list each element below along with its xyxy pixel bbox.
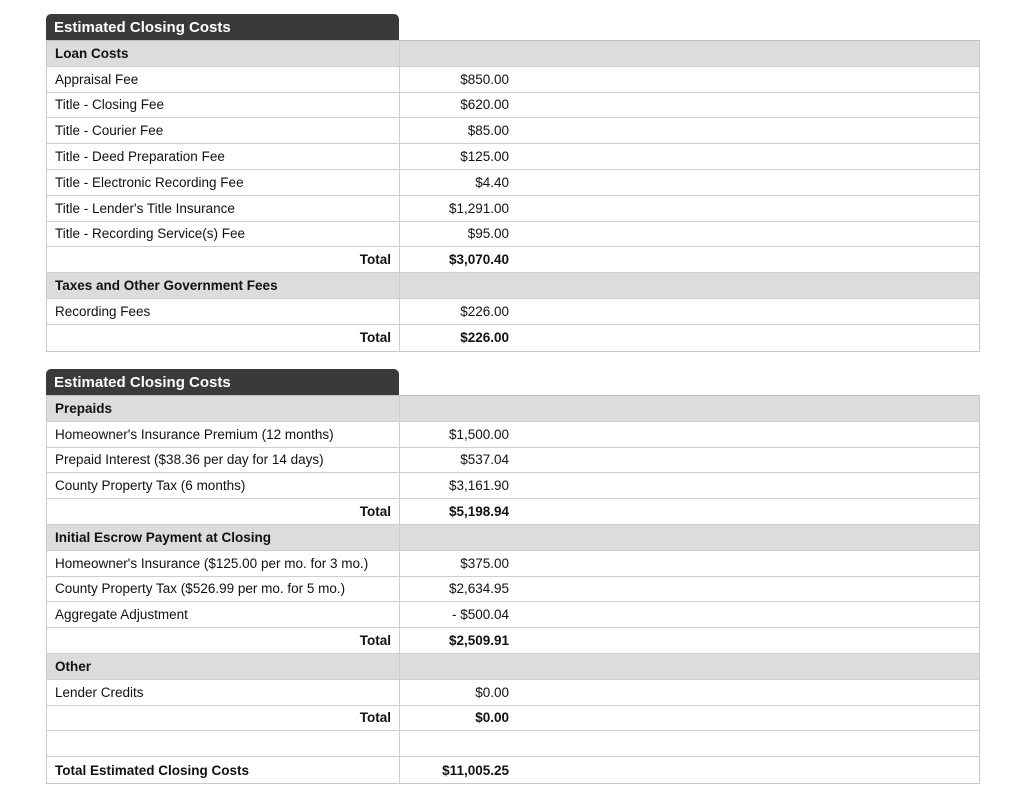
grand-total-row xyxy=(47,757,979,783)
line-item-amount: $620.00 xyxy=(460,97,509,113)
line-item-amount: $4.40 xyxy=(475,174,509,190)
line-item-amount: $95.00 xyxy=(467,226,509,242)
table-row xyxy=(47,93,979,119)
section-label: Loan Costs xyxy=(55,45,129,61)
line-item-label: Title - Closing Fee xyxy=(55,97,165,113)
line-item-amount: $0.00 xyxy=(475,684,509,700)
line-item-label: Prepaid Interest ($38.36 per day for 14 days) xyxy=(55,452,324,468)
costs-table xyxy=(46,40,980,352)
line-item-amount: $85.00 xyxy=(467,123,509,139)
line-item-amount: $226.00 xyxy=(460,303,509,319)
section-header-row xyxy=(47,525,979,551)
table-row xyxy=(47,118,979,144)
table-row xyxy=(47,144,979,170)
table-row xyxy=(47,67,979,93)
total-label: Total xyxy=(359,710,391,726)
total-row xyxy=(47,706,979,732)
total-amount: $5,198.94 xyxy=(448,504,509,520)
total-amount: $0.00 xyxy=(475,710,509,726)
table-row xyxy=(47,448,979,474)
total-row xyxy=(47,325,979,351)
section-label: Taxes and Other Government Fees xyxy=(55,278,278,294)
line-item-label: Title - Recording Service(s) Fee xyxy=(55,226,246,242)
line-item-amount: - $500.04 xyxy=(451,607,509,623)
section-header-row xyxy=(47,273,979,299)
section-label: Initial Escrow Payment at Closing xyxy=(55,529,272,545)
line-item-label: Appraisal Fee xyxy=(55,71,139,87)
line-item-label: Title - Deed Preparation Fee xyxy=(55,149,225,165)
total-label: Total xyxy=(359,633,391,649)
total-row xyxy=(47,628,979,654)
total-row xyxy=(47,499,979,525)
block-title: Estimated Closing Costs xyxy=(46,14,399,40)
closing-costs-block-2 xyxy=(46,369,980,784)
section-header-row xyxy=(47,654,979,680)
section-header-row xyxy=(47,396,979,422)
total-amount: $3,070.40 xyxy=(448,252,509,268)
line-item-label: Title - Electronic Recording Fee xyxy=(55,174,244,190)
table-row xyxy=(47,680,979,706)
line-item-amount: $125.00 xyxy=(460,149,509,165)
section-label: Prepaids xyxy=(55,400,113,416)
total-amount: $11,005.25 xyxy=(442,762,509,778)
blank-row xyxy=(47,731,979,757)
total-label: Total xyxy=(359,504,391,520)
table-row xyxy=(47,299,979,325)
line-item-label: Recording Fees xyxy=(55,303,151,319)
line-item-label: Homeowner's Insurance Premium (12 months) xyxy=(55,426,334,442)
line-item-label: Title - Lender's Title Insurance xyxy=(55,200,235,216)
line-item-label: Aggregate Adjustment xyxy=(55,607,188,623)
table-row xyxy=(47,577,979,603)
total-label: Total xyxy=(359,330,391,346)
line-item-amount: $537.04 xyxy=(460,452,509,468)
closing-costs-block-1 xyxy=(46,14,980,352)
line-item-label: Title - Courier Fee xyxy=(55,123,164,139)
total-label: Total xyxy=(359,252,391,268)
line-item-label: County Property Tax (6 months) xyxy=(55,478,246,494)
table-row xyxy=(47,222,979,248)
table-row xyxy=(47,422,979,448)
line-item-label: Lender Credits xyxy=(55,684,144,700)
total-amount: $226.00 xyxy=(460,330,509,346)
line-item-amount: $1,291.00 xyxy=(448,200,509,216)
table-row xyxy=(47,551,979,577)
line-item-amount: $850.00 xyxy=(460,71,509,87)
line-item-amount: $3,161.90 xyxy=(448,478,509,494)
section-header-row xyxy=(47,41,979,67)
block-title: Estimated Closing Costs xyxy=(46,369,399,395)
section-label: Other xyxy=(55,658,92,674)
total-amount: $2,509.91 xyxy=(448,633,509,649)
line-item-amount: $2,634.95 xyxy=(448,581,509,597)
total-row xyxy=(47,247,979,273)
line-item-amount: $1,500.00 xyxy=(448,426,509,442)
table-row xyxy=(47,602,979,628)
costs-table xyxy=(46,395,980,784)
line-item-label: County Property Tax ($526.99 per mo. for 5 mo.) xyxy=(55,581,346,597)
table-row xyxy=(47,196,979,222)
total-label: Total Estimated Closing Costs xyxy=(55,762,250,778)
line-item-label: Homeowner's Insurance ($125.00 per mo. for 3 mo.) xyxy=(55,555,369,571)
table-row xyxy=(47,170,979,196)
table-row xyxy=(47,473,979,499)
line-item-amount: $375.00 xyxy=(460,555,509,571)
